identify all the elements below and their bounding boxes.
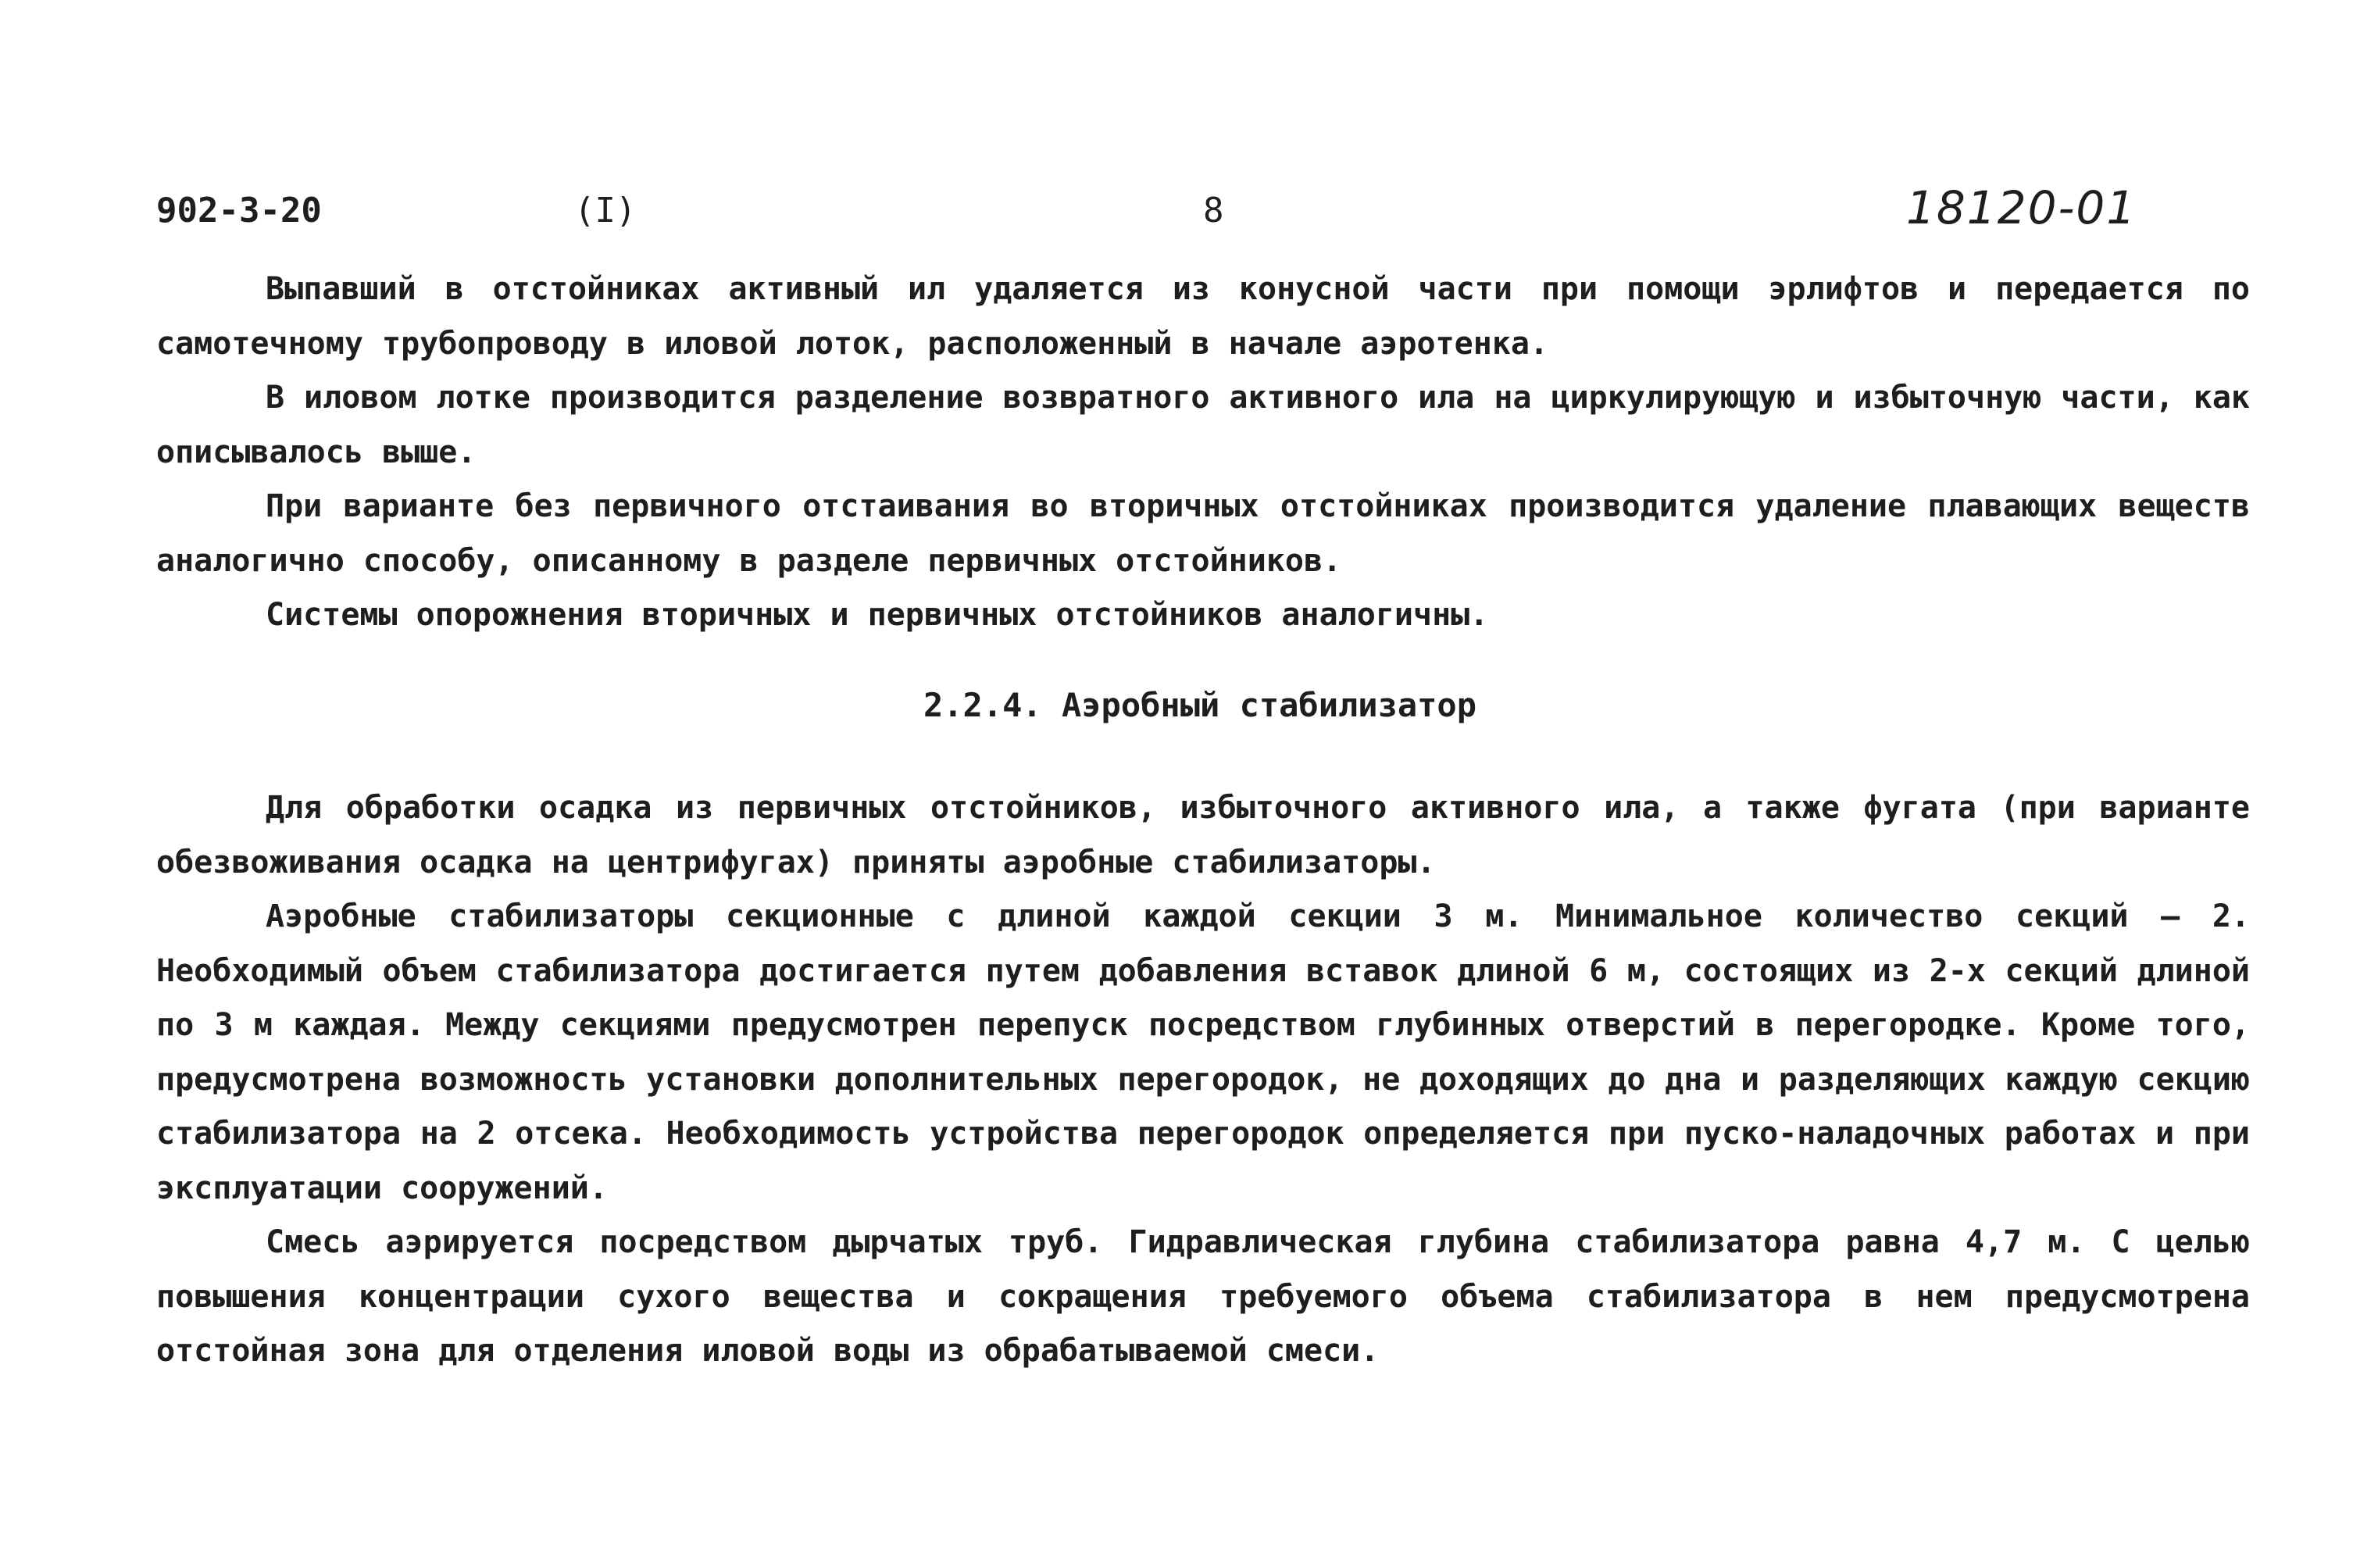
- body-text-after: [156, 781, 2250, 1379]
- document-code: 902-3-20: [156, 191, 322, 230]
- volume-number: (I): [574, 191, 637, 230]
- paragraph: Смесь аэрируется посредством дырчатых труб. Гидравлическая глубина стабилизатора равна 4,7 м. С целью повышения концентрации сухого вещества и сокращения требуемого объема стабилизатора в нем предусмотрена отстойная зона для отделения иловой воды из обрабатываемой смеси.: [156, 1224, 2250, 1369]
- section-heading: 2.2.4. Аэробный стабилизатор: [923, 686, 1476, 724]
- paragraph: Аэробные стабилизаторы секционные с длиной каждой секции 3 м. Минимальное количество секций – 2. Необходимый объем стабилизатора достигается путем добавления вставок длиной 6 м, состоящих из 2-х секций длиной по 3 м каждая. Между секциями предусмотрен перепуск посредством глубинных отверстий в перегородке. Кроме того, предусмотрена возможность установки дополнительных перегородок, не доходящих до дна и разделяющих каждую секцию стабилизатора на 2 отсека. Необходимость устройства перегородок определяется при пуско-наладочных работах и при эксплуатации сооружений.: [156, 898, 2250, 1206]
- page-number: 8: [1203, 191, 1224, 230]
- paragraph: Выпавший в отстойниках активный ил удаляется из конусной части при помощи эрлифтов и передается по самотечному трубопроводу в иловой лоток, расположенный в начале аэротенка.: [156, 271, 2250, 362]
- paragraph: В иловом лотке производится разделение возвратного активного ила на циркулирующую и избыточную части, как описывалось выше.: [156, 380, 2250, 470]
- sheet-number: 18120-01: [1906, 181, 2137, 234]
- paragraph: Для обработки осадка из первичных отстойников, избыточного активного ила, а также фугата (при варианте обезвоживания осадка на центрифугах) приняты аэробные стабилизаторы.: [156, 790, 2250, 880]
- paragraph: При варианте без первичного отстаивания во вторичных отстойниках производится удаление плавающих веществ аналогично способу, описанному в разделе первичных отстойников.: [156, 488, 2250, 579]
- body-text-before: [156, 263, 2250, 643]
- paragraph: Системы опорожнения вторичных и первичных отстойников аналогичны.: [266, 597, 1489, 633]
